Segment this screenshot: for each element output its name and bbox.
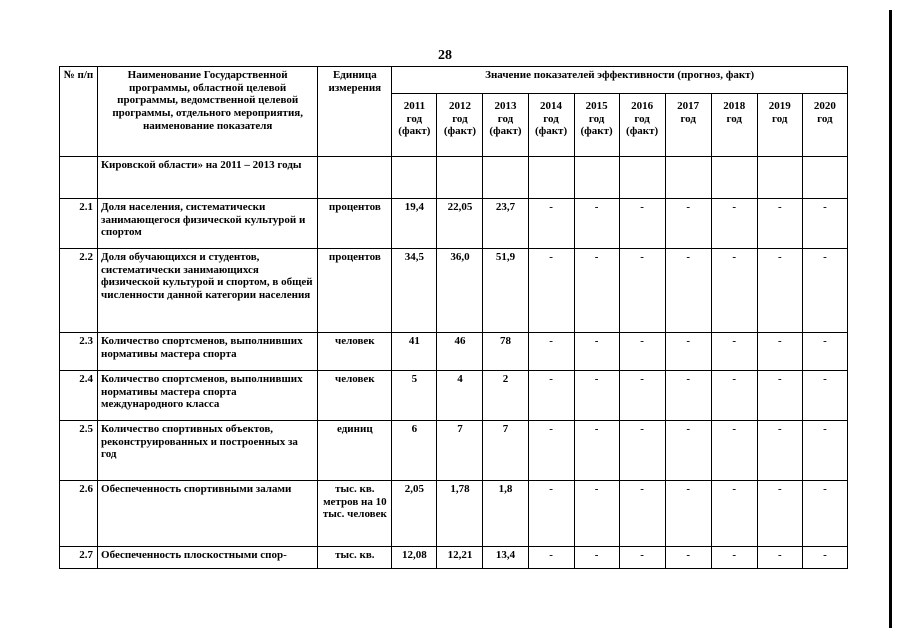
value-cell-2018: - bbox=[711, 421, 757, 481]
value-cell-2017: - bbox=[665, 547, 711, 569]
header-year-word: год bbox=[588, 112, 605, 125]
value-cell-2019 bbox=[757, 157, 802, 199]
value-cell-2015 bbox=[574, 157, 619, 199]
value-cell-2014: - bbox=[528, 481, 574, 547]
table-row bbox=[60, 249, 848, 333]
value-cell-2014: - bbox=[528, 371, 574, 421]
value-cell-2015: - bbox=[574, 371, 619, 421]
header-year-year: 2016 bbox=[631, 100, 654, 112]
value-cell-2014: - bbox=[528, 199, 574, 249]
value-cell-2011: 19,4 bbox=[392, 199, 437, 249]
table-row bbox=[60, 421, 848, 481]
value-cell-2011: 2,05 bbox=[392, 481, 437, 547]
row-number bbox=[60, 157, 98, 199]
header-name: Наименование Государственной программы, областной целевой программы, ведомственной целевой программы, отдельного мероприятия, наименование показателя bbox=[98, 67, 318, 157]
value-cell-2011: 5 bbox=[392, 371, 437, 421]
value-cell-2012: 4 bbox=[437, 371, 483, 421]
header-year-word: год bbox=[497, 112, 514, 125]
header-year-year: 2019 bbox=[768, 100, 791, 112]
header-year-year: 2011 bbox=[403, 100, 426, 112]
value-cell-2011: 41 bbox=[392, 333, 437, 371]
row-number: 2.5 bbox=[60, 421, 98, 481]
header-year-note: (факт) bbox=[626, 125, 659, 138]
unit-of-measure: тыс. кв. bbox=[318, 547, 392, 569]
value-cell-2017: - bbox=[665, 481, 711, 547]
header-year-word: год bbox=[406, 112, 423, 125]
value-cell-2017: - bbox=[665, 421, 711, 481]
value-cell-2018: - bbox=[711, 249, 757, 333]
value-cell-2018: - bbox=[711, 371, 757, 421]
table-row bbox=[60, 157, 848, 199]
value-cell-2017: - bbox=[665, 333, 711, 371]
indicator-name: Доля обучающихся и студентов, систематически занимающихся физической культурой и спортом, в общей численности данной категории населения bbox=[98, 249, 318, 333]
value-cell-2020: - bbox=[802, 371, 847, 421]
value-cell-2014: - bbox=[528, 421, 574, 481]
header-year-year: 2020 bbox=[813, 100, 836, 112]
header-year-year: 2013 bbox=[494, 100, 517, 112]
page-number: 28 bbox=[438, 48, 452, 63]
header-year-word: год bbox=[726, 112, 742, 125]
value-cell-2016: - bbox=[619, 481, 665, 547]
value-cell-2015: - bbox=[574, 481, 619, 547]
unit-of-measure: процентов bbox=[318, 199, 392, 249]
value-cell-2017: - bbox=[665, 249, 711, 333]
header-year-year: 2015 bbox=[585, 100, 608, 112]
header-year-2013 bbox=[483, 94, 528, 157]
value-cell-2015: - bbox=[574, 333, 619, 371]
unit-of-measure: процентов bbox=[318, 249, 392, 333]
value-cell-2014: - bbox=[528, 547, 574, 569]
header-num: № п/п bbox=[60, 67, 98, 157]
value-cell-2020: - bbox=[802, 421, 847, 481]
table-row bbox=[60, 333, 848, 371]
value-cell-2011: 34,5 bbox=[392, 249, 437, 333]
value-cell-2014: - bbox=[528, 249, 574, 333]
value-cell-2018: - bbox=[711, 481, 757, 547]
indicator-name: Обеспеченность плоскостными спор- bbox=[98, 547, 318, 569]
header-year-2015 bbox=[574, 94, 619, 157]
indicators-table bbox=[59, 66, 848, 569]
value-cell-2017: - bbox=[665, 371, 711, 421]
header-year-note: (факт) bbox=[443, 125, 477, 138]
indicator-name: Доля населения, систематически занимающегося физической культурой и спортом bbox=[98, 199, 318, 249]
header-year-2019 bbox=[757, 94, 802, 157]
value-cell-2016: - bbox=[619, 371, 665, 421]
header-unit: Единица измерения bbox=[318, 67, 392, 157]
value-cell-2020: - bbox=[802, 333, 847, 371]
value-cell-2018: - bbox=[711, 547, 757, 569]
header-year-word: год bbox=[543, 112, 559, 125]
row-number: 2.1 bbox=[60, 199, 98, 249]
value-cell-2012: 12,21 bbox=[437, 547, 483, 569]
header-year-2017 bbox=[665, 94, 711, 157]
unit-of-measure: человек bbox=[318, 371, 392, 421]
header-year-word: год bbox=[680, 112, 696, 125]
unit-of-measure: тыс. кв. метров на 10 тыс. человек bbox=[318, 481, 392, 547]
header-year-2020 bbox=[802, 94, 847, 157]
value-cell-2016 bbox=[619, 157, 665, 199]
indicator-name: Обеспеченность спортивными залами bbox=[98, 481, 318, 547]
header-year-2016 bbox=[619, 94, 665, 157]
value-cell-2013 bbox=[483, 157, 528, 199]
value-cell-2018: - bbox=[711, 333, 757, 371]
value-cell-2016: - bbox=[619, 547, 665, 569]
header-year-year: 2012 bbox=[448, 100, 471, 112]
value-cell-2013: 7 bbox=[483, 421, 528, 481]
header-year-note: (факт) bbox=[580, 125, 613, 138]
value-cell-2011 bbox=[392, 157, 437, 199]
indicator-name: Количество спортсменов, выполнивших нормативы мастера спорта bbox=[98, 333, 318, 371]
value-cell-2020: - bbox=[802, 199, 847, 249]
table-row bbox=[60, 547, 848, 569]
header-year-2012 bbox=[437, 94, 483, 157]
value-cell-2019: - bbox=[757, 421, 802, 481]
row-number: 2.4 bbox=[60, 371, 98, 421]
value-cell-2012: 1,78 bbox=[437, 481, 483, 547]
value-cell-2013: 51,9 bbox=[483, 249, 528, 333]
value-cell-2016: - bbox=[619, 421, 665, 481]
value-cell-2019: - bbox=[757, 249, 802, 333]
value-cell-2016: - bbox=[619, 199, 665, 249]
value-cell-2013: 78 bbox=[483, 333, 528, 371]
table-row bbox=[60, 481, 848, 547]
table-row bbox=[60, 371, 848, 421]
value-cell-2019: - bbox=[757, 371, 802, 421]
value-cell-2019: - bbox=[757, 199, 802, 249]
unit-of-measure bbox=[318, 157, 392, 199]
indicator-name: Кировской области» на 2011 – 2013 годы bbox=[98, 157, 318, 199]
header-group: Значение показателей эффективности (прогноз, факт) bbox=[392, 67, 848, 94]
value-cell-2013: 13,4 bbox=[483, 547, 528, 569]
header-year-2014 bbox=[528, 94, 574, 157]
unit-of-measure: единиц bbox=[318, 421, 392, 481]
header-year-word: год bbox=[817, 112, 833, 125]
value-cell-2012: 36,0 bbox=[437, 249, 483, 333]
indicator-name: Количество спортсменов, выполнивших нормативы мастера спорта международного класса bbox=[98, 371, 318, 421]
table-row bbox=[60, 199, 848, 249]
value-cell-2017: - bbox=[665, 199, 711, 249]
indicator-name: Количество спортивных объектов, реконструированных и построенных за год bbox=[98, 421, 318, 481]
header-year-year: 2017 bbox=[677, 100, 700, 112]
value-cell-2012: 46 bbox=[437, 333, 483, 371]
value-cell-2012 bbox=[437, 157, 483, 199]
header-year-word: год bbox=[634, 112, 650, 125]
row-number: 2.3 bbox=[60, 333, 98, 371]
header-year-year: 2014 bbox=[540, 100, 563, 112]
header-year-word: год bbox=[772, 112, 788, 125]
value-cell-2020: - bbox=[802, 547, 847, 569]
value-cell-2013: 1,8 bbox=[483, 481, 528, 547]
value-cell-2020: - bbox=[802, 481, 847, 547]
value-cell-2013: 23,7 bbox=[483, 199, 528, 249]
value-cell-2015: - bbox=[574, 199, 619, 249]
value-cell-2011: 6 bbox=[392, 421, 437, 481]
value-cell-2018: - bbox=[711, 199, 757, 249]
value-cell-2020: - bbox=[802, 249, 847, 333]
row-number: 2.6 bbox=[60, 481, 98, 547]
value-cell-2014: - bbox=[528, 333, 574, 371]
header-year-2011 bbox=[392, 94, 437, 157]
header-year-note: (факт) bbox=[489, 125, 522, 138]
value-cell-2015: - bbox=[574, 249, 619, 333]
unit-of-measure: человек bbox=[318, 333, 392, 371]
header-year-word: год bbox=[452, 112, 468, 125]
value-cell-2018 bbox=[711, 157, 757, 199]
header-year-note: (факт) bbox=[534, 125, 568, 138]
row-number: 2.2 bbox=[60, 249, 98, 333]
header-year-year: 2018 bbox=[723, 100, 746, 112]
value-cell-2012: 7 bbox=[437, 421, 483, 481]
value-cell-2015: - bbox=[574, 421, 619, 481]
page-edge-bar bbox=[889, 10, 892, 628]
header-year-note: (факт) bbox=[398, 125, 431, 138]
value-cell-2016: - bbox=[619, 249, 665, 333]
header-year-2018 bbox=[711, 94, 757, 157]
value-cell-2015: - bbox=[574, 547, 619, 569]
value-cell-2014 bbox=[528, 157, 574, 199]
value-cell-2019: - bbox=[757, 547, 802, 569]
value-cell-2011: 12,08 bbox=[392, 547, 437, 569]
row-number: 2.7 bbox=[60, 547, 98, 569]
value-cell-2012: 22,05 bbox=[437, 199, 483, 249]
value-cell-2019: - bbox=[757, 481, 802, 547]
value-cell-2019: - bbox=[757, 333, 802, 371]
value-cell-2020 bbox=[802, 157, 847, 199]
value-cell-2017 bbox=[665, 157, 711, 199]
value-cell-2016: - bbox=[619, 333, 665, 371]
value-cell-2013: 2 bbox=[483, 371, 528, 421]
